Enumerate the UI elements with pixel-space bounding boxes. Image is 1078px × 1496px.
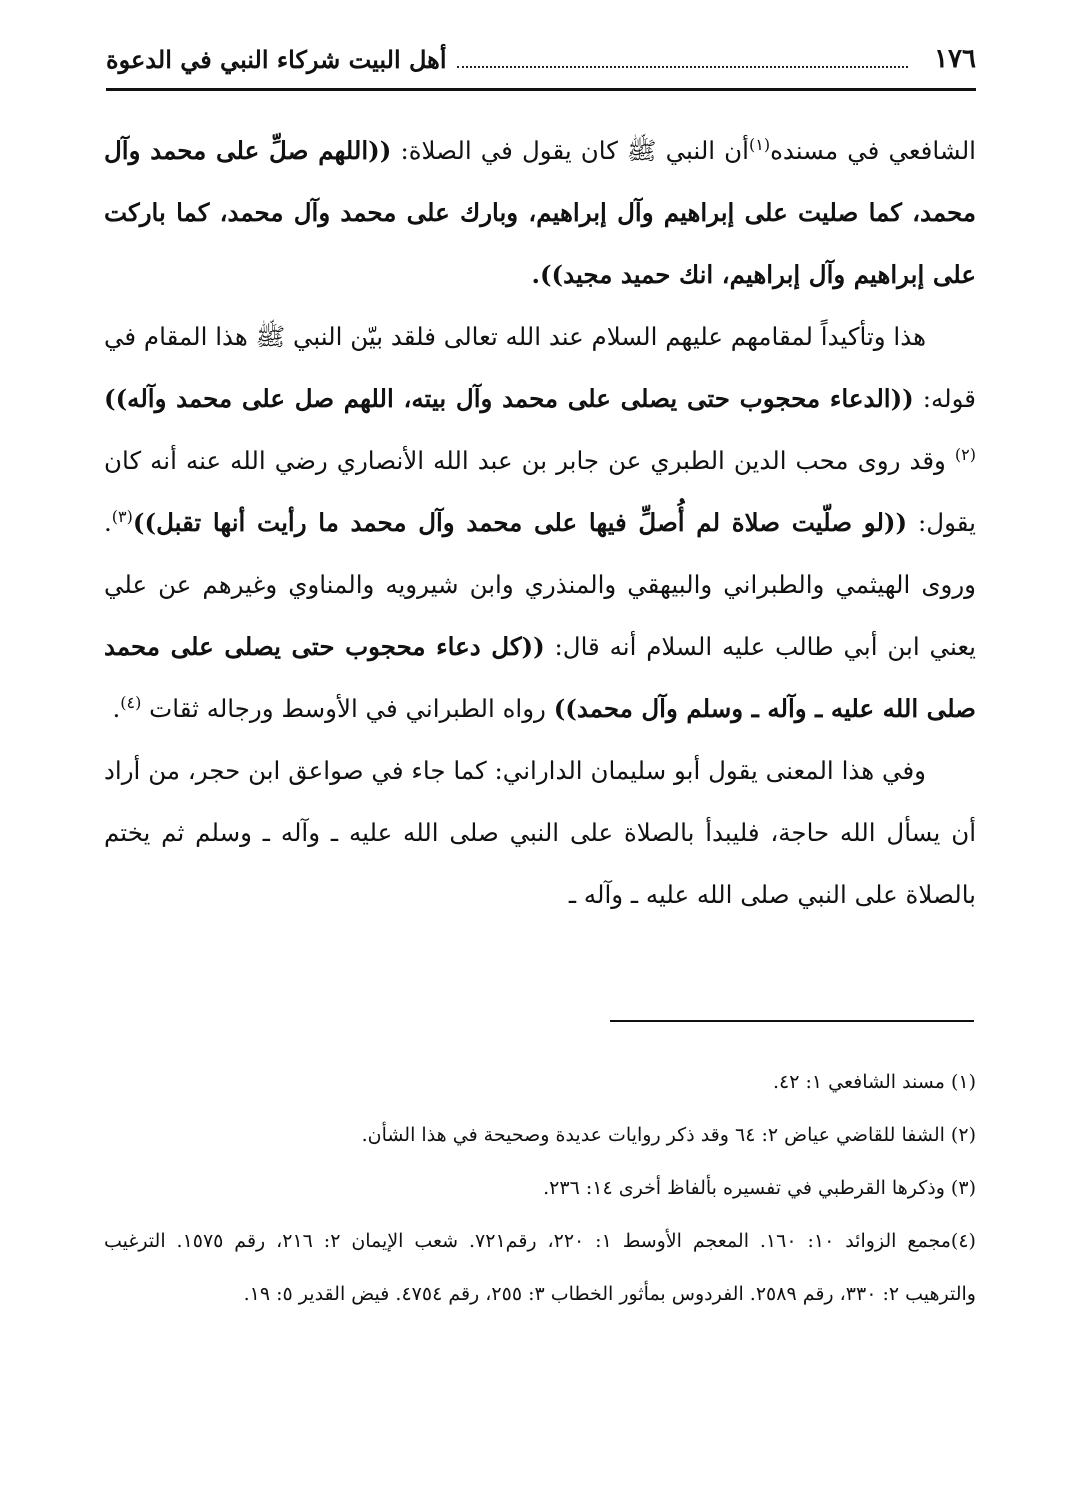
footnote-4: (٤)مجمع الزوائد ١٠: ١٦٠. المعجم الأوسط ١: ٢٢٠، رقم٧٢١. شعب الإيمان ٢: ٢١٦، رقم ١٥٧٥. الترغيب والترهيب ٢: ٣٣٠، رقم ٢٥٨٩. الفردوس بمأثور الخطاب ٣: ٢٥٥، رقم ٤٧٥٤. فيض القدير ٥: ١٩. [104, 1230, 976, 1305]
quote-bold: ((الدعاء محجوب حتى يصلى على محمد وآل بيته، اللهم صل على محمد وآله)) [104, 384, 914, 413]
footnote-ref-4[interactable]: (٤) [120, 692, 142, 712]
text-run: . وروى الهيثمي والطبراني والبيهقي والمنذري وابن شيرويه والمناوي وغيرهم عن علي يعني ابن أبي طالب عليه السلام أنه قال: [104, 508, 976, 661]
paragraph-2 [104, 306, 976, 740]
footnote-separator [610, 1020, 974, 1022]
text-run: . [112, 694, 121, 723]
footnote-2: (٢) الشفا للقاضي عياض ٢: ٦٤ وقد ذكر روايات عديدة وصحيحة في هذا الشأن. [361, 1124, 976, 1146]
text-run: أن النبي ﷺ كان يقول في الصلاة: [391, 136, 749, 165]
footnote-ref-3[interactable]: (٣) [111, 506, 133, 526]
text-run: الشافعي في مسنده [770, 136, 976, 165]
quote-bold: ((كل دعاء محجوب حتى يصلى على محمد صلى الله عليه ـ وآله ـ وسلم وآل محمد)) [104, 632, 976, 723]
running-title: أهل البيت شركاء النبي في الدعوة [106, 44, 447, 74]
footnotes [104, 1056, 976, 1321]
footnote-ref-2[interactable]: (٢) [954, 444, 976, 464]
page-number: ١٧٦ [934, 44, 976, 74]
header-rule [106, 88, 976, 91]
paragraph-1 [104, 120, 976, 306]
text-run: هذا وتأكيداً لمقامهم عليهم السلام عند الله تعالى فلقد بيّن النبي ﷺ هذا المقام في قوله: [104, 322, 976, 413]
page-header [106, 34, 976, 84]
text-run: وقد روى محب الدين الطبري عن جابر بن عبد الله الأنصاري رضي الله عنه أنه كان يقول: [104, 446, 976, 537]
header-dot-leader [457, 66, 909, 68]
footnote-1: (١) مسند الشافعي ١: ٤٢. [772, 1071, 976, 1093]
main-text [104, 120, 976, 926]
text-run: رواه الطبراني في الأوسط ورجاله ثقات [141, 694, 554, 723]
quote-bold: ((لو صلّيت صلاة لم أُصلِّ فيها على محمد وآل محمد ما رأيت أنها تقبل)) [132, 508, 908, 537]
paragraph-3: وفي هذا المعنى يقول أبو سليمان الداراني: كما جاء في صواعق ابن حجر، من أراد أن يسأل الله حاجة، فليبدأ بالصلاة على النبي صلى الله عليه ـ وآله ـ وسلم ثم يختم بالصلاة على النبي صلى الله عليه ـ وآله ـ [104, 756, 976, 909]
quote-bold: ((اللهم صلِّ على محمد وآل محمد، كما صليت على إبراهيم وآل إبراهيم، وبارك على محمد وآل محمد، كما باركت على إبراهيم وآل إبراهيم، انك حميد مجيد)). [104, 136, 976, 289]
footnote-ref-1[interactable]: (١) [748, 134, 771, 154]
footnote-3: (٣) وذكرها القرطبي في تفسيره بألفاظ أخرى ١٤: ٢٣٦. [543, 1177, 976, 1199]
